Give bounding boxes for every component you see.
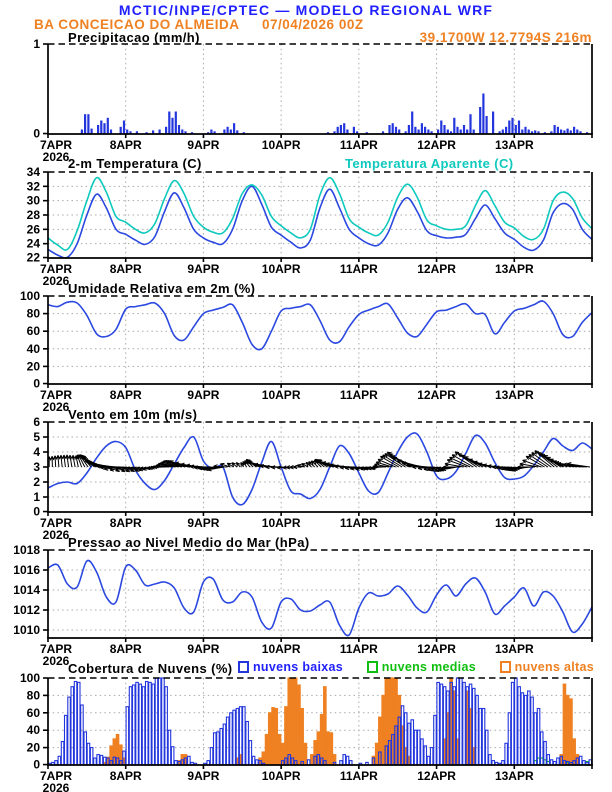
- y-tick-label: 34: [26, 165, 40, 179]
- y-tick-label: 80: [26, 688, 40, 703]
- y-tick-label: 1010: [13, 623, 40, 637]
- x-tick-label: 7APR: [39, 516, 73, 530]
- x-tick-label: 13APR: [494, 138, 534, 152]
- panel-4-frame: [47, 550, 593, 638]
- panel-1-data: [48, 178, 592, 258]
- legend-label: nuvens baixas: [253, 660, 344, 674]
- x-tick-label: 9APR: [187, 516, 220, 530]
- x-year-label: 2026: [42, 654, 70, 668]
- x-tick-label: 7APR: [39, 642, 73, 656]
- x-tick-label: 9APR: [187, 138, 220, 152]
- x-tick-label: 9APR: [187, 262, 220, 276]
- x-tick-label: 7APR: [39, 138, 73, 152]
- y-tick-label: 2: [33, 475, 40, 489]
- x-tick-label: 7APR: [39, 262, 73, 276]
- y-tick-label: 26: [26, 222, 40, 237]
- x-tick-label: 11APR: [339, 138, 378, 152]
- y-tick-label: 100: [19, 289, 40, 303]
- x-tick-label: 10APR: [261, 642, 301, 656]
- y-tick-label: 40: [26, 341, 40, 356]
- y-tick-label: 80: [26, 306, 40, 321]
- panel-2-data: [48, 301, 592, 350]
- panel-wind-title: Vento em 10m (m/s): [68, 407, 198, 422]
- panel-2: [20, 289, 593, 414]
- x-tick-label: 12APR: [417, 769, 456, 783]
- x-tick-label: 10APR: [261, 138, 301, 152]
- y-tick-label: 1: [33, 37, 40, 51]
- y-tick-label: 28: [26, 208, 40, 222]
- y-tick-label: 60: [26, 324, 40, 339]
- x-year-label: 2026: [42, 400, 70, 414]
- y-tick-label: 0: [33, 376, 40, 391]
- x-tick-label: 8APR: [109, 388, 142, 402]
- y-tick-label: 3: [33, 460, 40, 474]
- y-tick-label: 0: [33, 504, 40, 519]
- y-tick-label: 1014: [13, 583, 40, 597]
- panel-3-data: [48, 433, 593, 505]
- x-year-label: 2026: [42, 781, 70, 792]
- y-tick-label: 1016: [13, 563, 40, 577]
- y-tick-label: 0: [33, 126, 40, 141]
- y-tick-label: 5: [33, 430, 40, 444]
- x-year-label: 2026: [42, 274, 70, 288]
- panel-2-axis-labels: [20, 289, 592, 414]
- x-tick-label: 9APR: [187, 388, 220, 402]
- panel-humidity-title: Umidade Relativa em 2m (%): [68, 281, 256, 296]
- x-tick-label: 13APR: [494, 769, 534, 783]
- panel-temperature-title: 2-m Temperatura (C): [68, 156, 202, 171]
- run-datetime: 07/04/2026 00Z: [262, 17, 364, 32]
- panel-4-grid: [48, 550, 592, 638]
- x-tick-label: 10APR: [261, 516, 301, 530]
- y-tick-label: 32: [26, 179, 40, 194]
- panel-2-grid: [48, 296, 592, 384]
- x-year-label: 2026: [42, 528, 70, 542]
- panel-0-data: [81, 94, 588, 135]
- y-tick-label: 0: [33, 757, 40, 772]
- panel-5-axis-labels: [20, 671, 592, 792]
- x-tick-label: 11APR: [339, 516, 378, 530]
- x-tick-label: 9APR: [187, 642, 220, 656]
- panel-0-axis-labels: [33, 37, 592, 164]
- x-year-label: 2026: [42, 150, 70, 164]
- panel-4-data: [48, 561, 592, 636]
- panel-3: [33, 415, 593, 542]
- x-tick-label: 12APR: [417, 262, 456, 276]
- panel-5-data: [48, 678, 591, 765]
- panel-1: [27, 165, 593, 288]
- y-tick-label: 22: [26, 250, 40, 265]
- legend-label: nuvens altas: [514, 660, 594, 674]
- x-tick-label: 12APR: [417, 642, 456, 656]
- x-tick-label: 13APR: [494, 262, 534, 276]
- x-tick-label: 8APR: [109, 262, 142, 276]
- y-tick-label: 100: [19, 671, 40, 685]
- panel-0-frame: [47, 44, 593, 134]
- x-tick-label: 8APR: [109, 642, 142, 656]
- y-tick-label: 6: [33, 415, 40, 429]
- y-tick-label: 60: [26, 705, 40, 720]
- panel-1-axis-labels: [27, 165, 592, 288]
- x-tick-label: 11APR: [339, 769, 378, 783]
- panel-0: [33, 37, 593, 164]
- model-title: MCTIC/INPE/CPTEC — MODELO REGIONAL WRF: [118, 2, 494, 18]
- x-tick-label: 7APR: [39, 769, 73, 783]
- panel-4: [13, 543, 593, 668]
- y-tick-label: 24: [26, 236, 40, 251]
- panel-cloud-cover-title: Cobertura de Nuvens (%): [68, 661, 233, 676]
- panel-precipitation-title: Precipitacao (mm/h): [68, 30, 200, 45]
- panel-5: [20, 671, 593, 792]
- y-tick-label: 4: [33, 445, 40, 459]
- y-tick-label: 1018: [13, 543, 40, 557]
- x-tick-label: 11APR: [339, 642, 378, 656]
- panel-1-grid: [48, 172, 592, 258]
- x-tick-label: 10APR: [261, 262, 301, 276]
- y-tick-label: 1012: [13, 603, 40, 617]
- x-tick-label: 12APR: [417, 388, 456, 402]
- y-tick-label: 20: [26, 359, 40, 374]
- x-tick-label: 8APR: [109, 769, 142, 783]
- x-tick-label: 9APR: [187, 769, 220, 783]
- x-tick-label: 13APR: [494, 642, 534, 656]
- panel-2-frame: [47, 296, 593, 384]
- y-tick-label: 1: [33, 490, 40, 504]
- x-tick-label: 11APR: [339, 262, 378, 276]
- station-name: BA CONCEICAO DO ALMEIDA: [34, 17, 240, 32]
- x-tick-label: 12APR: [417, 516, 456, 530]
- x-tick-label: 11APR: [339, 388, 378, 402]
- station-coordinates: 39.1700W 12.7794S 216m: [419, 30, 592, 45]
- x-tick-label: 8APR: [109, 138, 142, 152]
- panel-apparent-temperature-title: Temperatura Aparente (C): [345, 156, 514, 171]
- y-tick-label: 30: [26, 193, 40, 208]
- x-tick-label: 12APR: [417, 138, 456, 152]
- x-tick-label: 10APR: [261, 388, 301, 402]
- x-tick-label: 13APR: [494, 388, 534, 402]
- x-tick-label: 10APR: [261, 769, 301, 783]
- panel-pressure-title: Pressao ao Nivel Medio do Mar (hPa): [68, 535, 310, 550]
- x-tick-label: 8APR: [109, 516, 142, 530]
- x-tick-label: 13APR: [494, 516, 534, 530]
- y-tick-label: 40: [26, 723, 40, 738]
- legend-label: nuvens medias: [381, 660, 476, 674]
- y-tick-label: 20: [26, 740, 40, 755]
- panel-0-grid: [126, 44, 515, 134]
- x-tick-label: 7APR: [39, 388, 73, 402]
